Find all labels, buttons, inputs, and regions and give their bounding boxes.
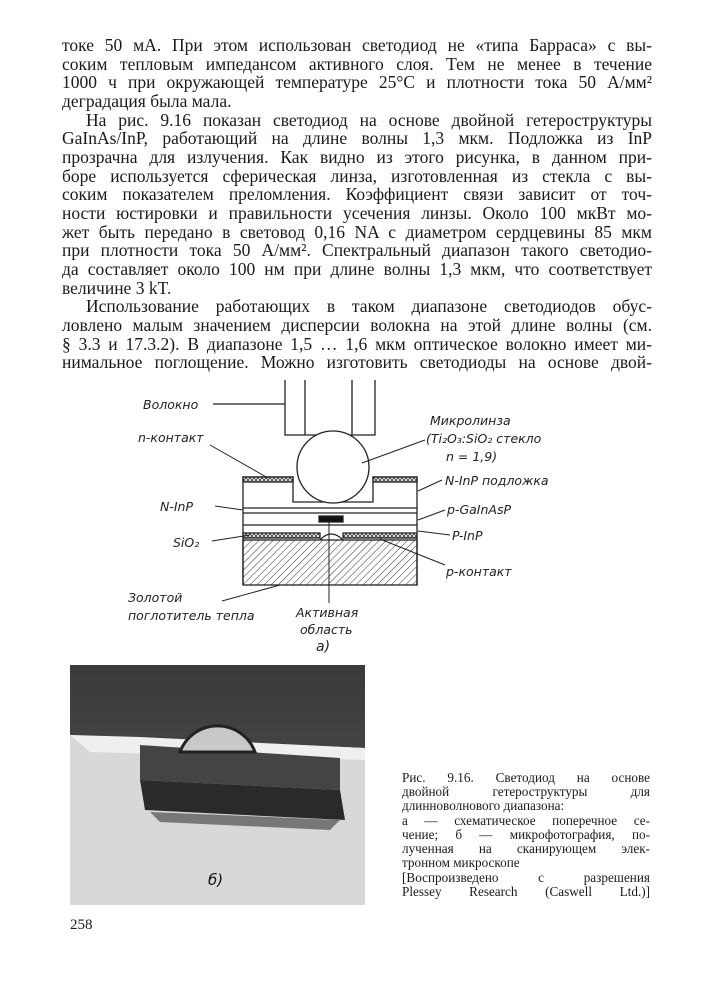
label-p-contact: p-контакт (446, 564, 512, 579)
caption-line: Рис. 9.16. Светодиод на основе (402, 770, 650, 785)
text-line: токе 50 мА. При этом использован светодиод не «типа Барраса» с вы- (62, 35, 652, 55)
label-p-inp: P-InP (452, 528, 483, 543)
text-line: ности юстировки и правильности усечения линзы. Около 100 мкВт мо- (62, 203, 652, 223)
label-n-contact: n-контакт (138, 430, 204, 445)
text-line: § 3.3 и 17.3.2). В диапазоне 1,5 … 1,6 мкм оптическое волокно имеет ми- (62, 334, 652, 354)
active-region (319, 516, 343, 522)
text-line: величине 3 kT. (62, 278, 172, 298)
text-line: Использование работающих в таком диапазоне светодиодов обус- (86, 296, 652, 316)
caption-line: а — схематическое поперечное се- (402, 813, 650, 828)
label-active-2: область (300, 622, 353, 637)
label-part-b: б) (208, 871, 224, 889)
caption-line: двойной гетероструктуры для (402, 784, 650, 799)
text-line: да составляет около 100 нм при длине волны 1,3 мкм, что соответствует (62, 259, 652, 279)
sem-micrograph (70, 665, 365, 905)
text-line: боре используется сферическая линза, изготовленная из стекла с вы- (62, 166, 652, 186)
caption-line: Plessey Research (Caswell Ltd.)] (402, 884, 650, 899)
caption-line: [Воспроизведено с разрешения (402, 870, 650, 885)
label-fiber: Волокно (143, 397, 199, 412)
text-line: соким тепловым импедансом активного слоя. Тем не менее в течение (62, 54, 652, 74)
page-number: 258 (70, 917, 93, 933)
text-line: GaInAs/InP, работающий на длине волны 1,3 мкм. Подложка из InP (62, 128, 652, 148)
label-microlens-2: (Ti₂O₃:SiO₂ стекло (426, 431, 542, 446)
label-part-a: а) (316, 639, 331, 655)
label-n-inp: N-InP (160, 499, 194, 514)
text-line: ловлено малым значением дисперсии волокна на этой длине волны (см. (62, 315, 652, 335)
label-gold-1: Золотой (128, 590, 183, 605)
schematic-cross-section (210, 380, 450, 603)
caption-line: чение; б — микрофотография, по- (402, 827, 650, 842)
label-substrate: N-InP подложка (445, 473, 549, 488)
fiber (213, 380, 375, 435)
text-line: прозрачна для излучения. Как видно из этого рисунка, в данном при- (62, 147, 652, 167)
label-sio2: SiO₂ (173, 535, 200, 550)
label-p-gainasp: p-GaInAsP (447, 502, 512, 517)
text-line: На рис. 9.16 показан светодиод на основе двойной гетероструктуры (86, 110, 652, 130)
label-microlens-1: Микролинза (430, 413, 511, 428)
label-active-1: Активная (296, 605, 359, 620)
caption-line: лученная на сканирующем элек- (402, 841, 650, 856)
text-line: деградация была мала. (62, 91, 232, 111)
text-line: при плотности тока 50 А/мм². Спектральный диапазон такого светодио- (62, 240, 652, 260)
caption-line: тронном микроскопе (402, 855, 520, 870)
microlens (297, 431, 369, 503)
caption-line: длинноволнового диапазона: (402, 798, 565, 813)
text-line: нимальное поглощение. Можно изготовить светодиоды на основе двой- (62, 352, 652, 372)
text-line: соким показателем преломления. Коэффициент связи зависит от точ- (62, 184, 652, 204)
text-line: 1000 ч при окружающей температуре 25°C и плотности тока 50 А/мм² (62, 72, 652, 92)
text-line: жет быть передано в световод 0,16 NA с диаметром сердцевины 85 мкм (62, 222, 652, 242)
label-gold-2: поглотитель тепла (128, 608, 255, 623)
label-microlens-3: n = 1,9) (446, 449, 498, 464)
